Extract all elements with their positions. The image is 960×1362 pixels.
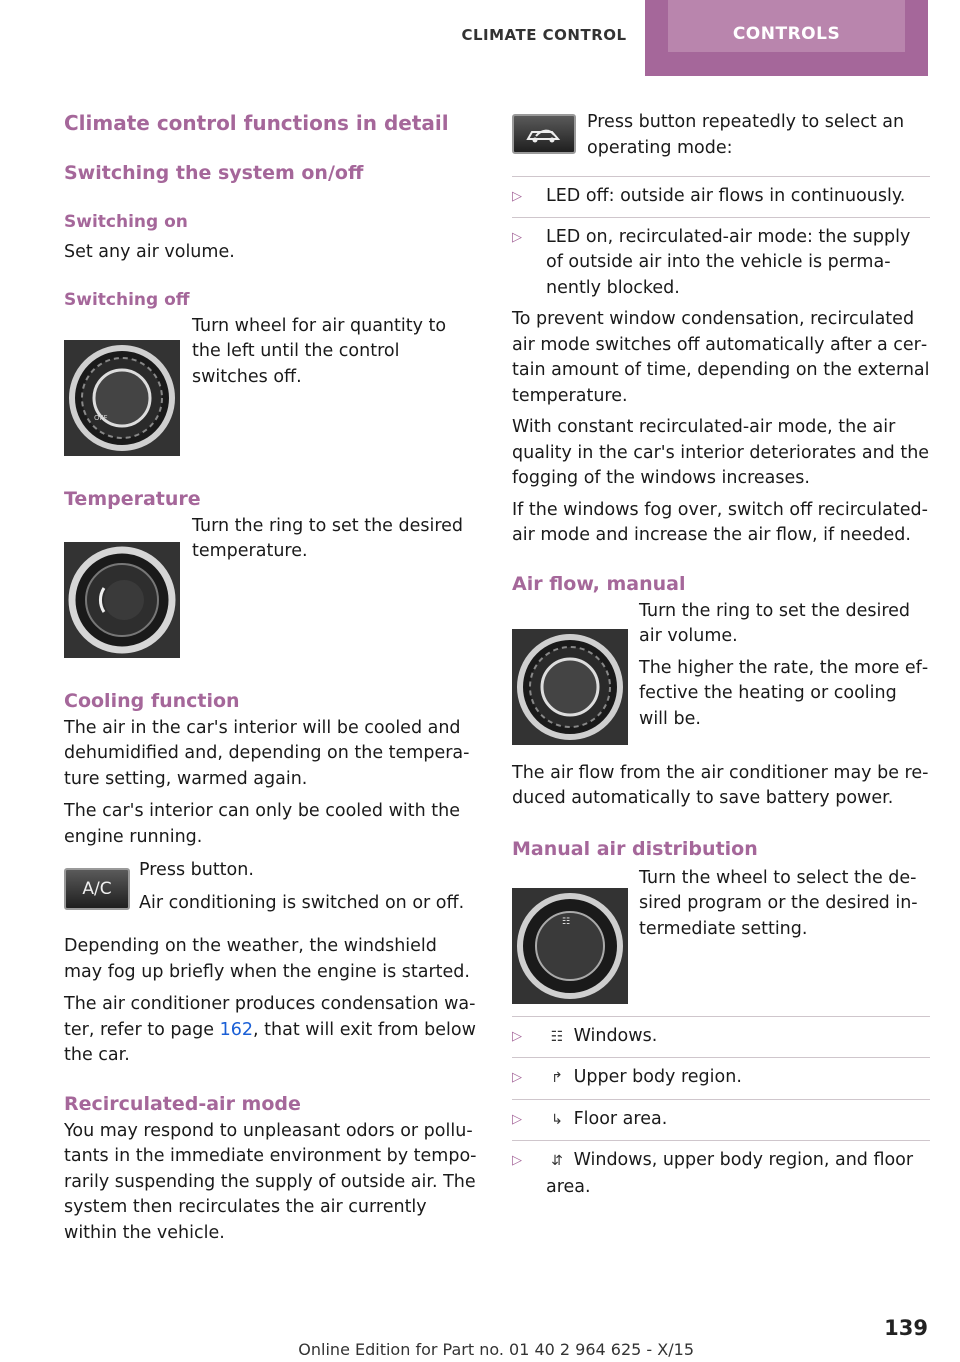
ac-button-image: A/C bbox=[64, 868, 130, 910]
text-battery: The air flow from the air conditioner may be reduced automatically to save battery power. bbox=[512, 762, 929, 808]
text-temperature: Turn the ring to set the desired temperature. bbox=[192, 515, 464, 561]
heading-air-flow: Air flow, manual bbox=[512, 572, 686, 595]
text-air-distribution: Turn the wheel to select the desired program or the desired intermediate setting. bbox=[639, 867, 918, 939]
text-air-flow-1: Turn the ring to set the desired air volume. bbox=[639, 600, 911, 646]
upper-body-icon: ↱ bbox=[551, 1070, 563, 1086]
list-item: ▷ ↳ Floor area. bbox=[512, 1107, 930, 1134]
text-cooling-1: The air in the car's interior will be cooled and dehumidified and, depending on the temperature setting, warmed again. bbox=[64, 717, 470, 789]
dial-off-label: OFF bbox=[94, 413, 108, 422]
page-reference-link[interactable]: 162 bbox=[219, 1019, 254, 1040]
text-air-flow-2: The higher the rate, the more effective the heating or cooling will be. bbox=[639, 657, 929, 729]
air-quantity-dial-image bbox=[64, 340, 180, 456]
heading-switching-off: Switching off bbox=[64, 289, 190, 310]
text-switching-on: Set any air volume. bbox=[64, 242, 235, 262]
right-column bbox=[512, 108, 930, 1200]
text-ac-on-off: Air conditioning is switched on or off. bbox=[139, 892, 465, 913]
heading-recirculated: Recirculated-air mode bbox=[64, 1092, 301, 1115]
floor-icon: ↳ bbox=[551, 1111, 563, 1128]
left-column bbox=[64, 108, 480, 1246]
air-flow-dial-image bbox=[512, 629, 628, 745]
text-fog-over: If the windows fog over, switch off recirculated-air mode and increase the air flow, if needed. bbox=[512, 499, 928, 545]
heading-air-distribution: Manual air distribution bbox=[512, 837, 758, 860]
list-item: ▷ ↱ Upper body region. bbox=[512, 1065, 930, 1092]
temperature-ring-image bbox=[64, 542, 180, 658]
page-number: 139 bbox=[884, 1316, 928, 1340]
text-press-button: Press button. bbox=[139, 860, 254, 880]
list-item: ▷ LED off: outside air flows in continuously. bbox=[512, 186, 906, 206]
heading-switching-on: Switching on bbox=[64, 212, 188, 232]
list-item: ▷ ☷ Windows. bbox=[512, 1024, 930, 1051]
car-recirculation-icon bbox=[524, 123, 564, 145]
list-item: ▷ ⇵ Windows, upper body region, and floor area. bbox=[512, 1150, 914, 1197]
text-cooling-2: The car's interior can only be cooled with the engine running. bbox=[64, 801, 461, 847]
svg-text:☷: ☷ bbox=[562, 916, 571, 927]
text-switching-off: Turn wheel for air quantity to the left until the control switches off. bbox=[192, 315, 447, 387]
text-weather: Depending on the weather, the windshield may fog up briefly when the engine is started. bbox=[64, 936, 470, 982]
heading-cooling: Cooling function bbox=[64, 689, 240, 712]
heading-main: Climate control functions in detail bbox=[64, 111, 449, 135]
heading-switching: Switching the system on/off bbox=[64, 162, 364, 184]
all-regions-icon: ⇵ bbox=[551, 1153, 563, 1169]
chapter-tab-label: CONTROLS bbox=[732, 24, 841, 44]
text-prevent-condensation: To prevent window condensation, recirculated air mode switches off automatically after a certain amount of time, depending on the external temperature. bbox=[512, 309, 930, 406]
text-constant-recirc: With constant recirculated-air mode, the air quality in the car's interior deteriorates and the fogging of the windows increases. bbox=[512, 417, 930, 488]
windshield-icon: ☷ bbox=[550, 1028, 564, 1045]
header-section-title: CLIMATE CONTROL bbox=[461, 26, 627, 44]
list-item: ▷ LED on, recirculated-air mode: the supply of outside air into the vehicle is permanently blocked. bbox=[512, 226, 911, 298]
text-operating-mode: Press button repeatedly to select an operating mode: bbox=[587, 112, 905, 158]
text-recirculated: You may respond to unpleasant odors or pollutants in the immediate environment by temporarily suspending the supply of outside air. The system then recirculates the air currently within the vehicle. bbox=[64, 1120, 477, 1243]
edition-text: Online Edition for Part no. 01 40 2 964 625 - X/15 bbox=[298, 1340, 694, 1359]
recirculation-button-image bbox=[512, 114, 576, 154]
air-distribution-dial-image bbox=[512, 888, 628, 1004]
heading-temperature: Temperature bbox=[64, 487, 201, 510]
text-condensation: The air conditioner produces condensation water, refer to page 162, that will exit from below the car. bbox=[64, 994, 476, 1065]
